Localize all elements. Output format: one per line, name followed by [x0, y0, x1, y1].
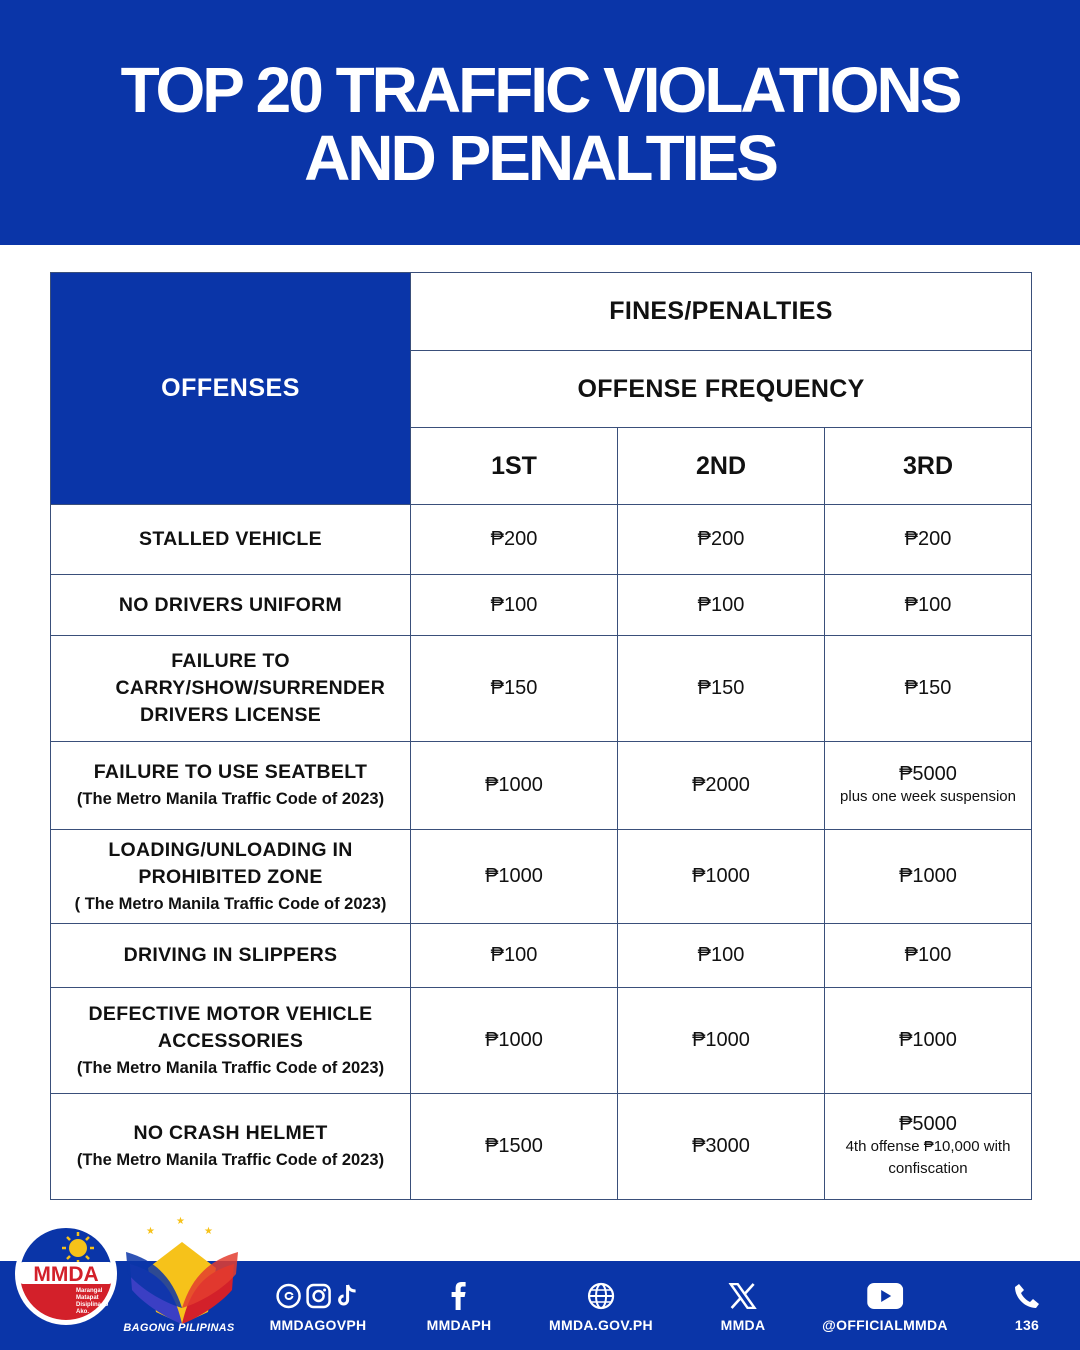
table-row [51, 988, 1032, 1094]
mmda-logo-text: MMDA [33, 1263, 99, 1286]
social-youtube[interactable] [822, 1281, 948, 1333]
fine-amount: ₱200 [904, 528, 952, 550]
fine-amount: ₱100 [904, 593, 952, 616]
fine-amount: ₱100 [490, 944, 538, 966]
phone-icon [1014, 1283, 1040, 1309]
table-row [51, 1094, 1032, 1200]
svg-text:Ako.: Ako. [76, 1309, 90, 1315]
fine-third [825, 988, 1032, 1094]
page-header [0, 0, 1080, 245]
x-icon [729, 1283, 757, 1309]
fine-note: plus one week suspension [840, 788, 1016, 805]
column-header-1st: 1ST [411, 428, 618, 505]
fine-third [825, 742, 1032, 830]
page-title-line-1: TOP 20 TRAFFIC VIOLATIONS [120, 54, 960, 126]
frequency-header: OFFENSE FREQUENCY [411, 351, 1032, 428]
fine-third [825, 924, 1032, 988]
table-row [51, 636, 1032, 742]
table-row [51, 505, 1032, 575]
offense-cell [51, 830, 411, 924]
social-website[interactable] [549, 1281, 653, 1333]
mmda-seal-logo [14, 1222, 118, 1326]
table-row [51, 830, 1032, 924]
fine-first [411, 988, 618, 1094]
svg-text:★: ★ [146, 1226, 155, 1237]
svg-text:★: ★ [204, 1226, 213, 1237]
fine-first [411, 830, 618, 924]
offense-code-reference: (The Metro Manila Traffic Code of 2023) [76, 790, 385, 808]
social-label: @OFFICIALMMDA [822, 1317, 948, 1333]
fine-second [618, 988, 825, 1094]
fine-third [825, 636, 1032, 742]
offense-name: DRIVING IN SLIPPERS [123, 944, 338, 966]
offense-code-reference: (The Metro Manila Traffic Code of 2023) [76, 1151, 385, 1169]
fine-second [618, 1094, 825, 1200]
social-label: MMDAGOVPH [269, 1317, 367, 1333]
svg-text:Marangal: Marangal [76, 1288, 103, 1294]
fine-amount: ₱1000 [899, 1029, 957, 1051]
fine-first [411, 924, 618, 988]
fine-amount: ₱1000 [485, 865, 543, 887]
threads-icon [276, 1283, 302, 1309]
offense-name: NO DRIVERS UNIFORM [118, 593, 343, 616]
fines-header: FINES/PENALTIES [411, 273, 1032, 351]
offenses-column-header: OFFENSES [51, 273, 411, 505]
fine-third [825, 1094, 1032, 1200]
offense-code-reference: ( The Metro Manila Traffic Code of 2023) [74, 894, 387, 913]
fine-amount: ₱1000 [485, 774, 543, 796]
fine-amount: ₱200 [697, 528, 745, 550]
fine-amount: ₱100 [697, 944, 745, 966]
fine-amount: ₱5000 [899, 1113, 957, 1135]
offense-cell [51, 988, 411, 1094]
tiktok-icon [336, 1283, 360, 1309]
offense-name: FAILURE TO CARRY/SHOW/SURRENDER DRIVERS LICENSE [115, 650, 386, 726]
fine-first [411, 1094, 618, 1200]
fine-amount: ₱200 [490, 528, 538, 550]
fine-amount: ₱3000 [692, 1135, 750, 1157]
fine-amount: ₱100 [904, 944, 952, 966]
fine-second [618, 636, 825, 742]
fine-first [411, 505, 618, 575]
fine-amount: ₱100 [697, 593, 745, 616]
fine-second [618, 505, 825, 575]
offense-cell [51, 1094, 411, 1200]
penalties-table [50, 272, 1032, 1200]
bagong-pilipinas-label: BAGONG PILIPINAS [123, 1322, 235, 1334]
page-title-line-2: AND PENALTIES [304, 122, 776, 194]
column-header-3rd: 3RD [825, 428, 1032, 505]
offense-name: NO CRASH HELMET [133, 1122, 328, 1144]
fine-amount: ₱1000 [899, 865, 957, 887]
fine-third [825, 830, 1032, 924]
offense-code-reference: (The Metro Manila Traffic Code of 2023) [76, 1058, 385, 1077]
fine-third [825, 505, 1032, 575]
instagram-icon [306, 1283, 332, 1309]
social-label: 136 [1014, 1317, 1040, 1333]
table-row [51, 742, 1032, 830]
table-row [51, 924, 1032, 988]
social-label: MMDA.GOV.PH [549, 1317, 653, 1333]
offense-name: STALLED VEHICLE [139, 528, 322, 550]
fine-amount: ₱1000 [485, 1029, 543, 1051]
fine-amount: ₱100 [490, 593, 538, 616]
fine-note: 4th offense ₱10,000 with confiscation [845, 1138, 1011, 1177]
bagong-pilipinas-logo [118, 1212, 246, 1327]
fine-amount: ₱1500 [485, 1135, 543, 1157]
fine-first [411, 575, 618, 636]
social-x[interactable] [721, 1281, 766, 1333]
fine-amount: ₱150 [697, 677, 745, 699]
fine-amount: ₱2000 [692, 774, 750, 796]
fine-amount: ₱1000 [692, 865, 750, 887]
column-header-2nd: 2ND [618, 428, 825, 505]
fine-second [618, 575, 825, 636]
fine-amount: ₱150 [490, 677, 538, 699]
social-hotline[interactable] [1014, 1281, 1040, 1333]
fine-second [618, 830, 825, 924]
offense-name: DEFECTIVE MOTOR VEHICLE ACCESSORIES [88, 1002, 373, 1052]
svg-text:Disiplinado: Disiplinado [76, 1302, 109, 1308]
svg-text:Matapat: Matapat [76, 1295, 99, 1301]
offense-name: LOADING/UNLOADING IN PROHIBITED ZONE [108, 838, 353, 888]
fine-amount: ₱150 [904, 677, 952, 699]
fine-second [618, 924, 825, 988]
offense-cell [51, 636, 411, 742]
globe-icon [587, 1282, 615, 1310]
youtube-icon [867, 1283, 903, 1309]
fine-third [825, 575, 1032, 636]
social-facebook[interactable] [427, 1281, 492, 1333]
fine-second [618, 742, 825, 830]
facebook-icon [451, 1282, 467, 1310]
offense-name: FAILURE TO USE SEATBELT [93, 761, 368, 783]
fine-first [411, 742, 618, 830]
offense-cell [51, 505, 411, 575]
offense-cell [51, 742, 411, 830]
social-label: MMDA [720, 1317, 766, 1333]
social-label: MMDAPH [426, 1317, 492, 1333]
offense-cell [51, 575, 411, 636]
table-row [51, 575, 1032, 636]
offense-cell [51, 924, 411, 988]
fine-first [411, 636, 618, 742]
svg-text:★: ★ [176, 1216, 185, 1227]
fine-amount: ₱5000 [899, 763, 957, 785]
fine-amount: ₱1000 [692, 1029, 750, 1051]
social-mmdagovph[interactable] [270, 1281, 367, 1333]
